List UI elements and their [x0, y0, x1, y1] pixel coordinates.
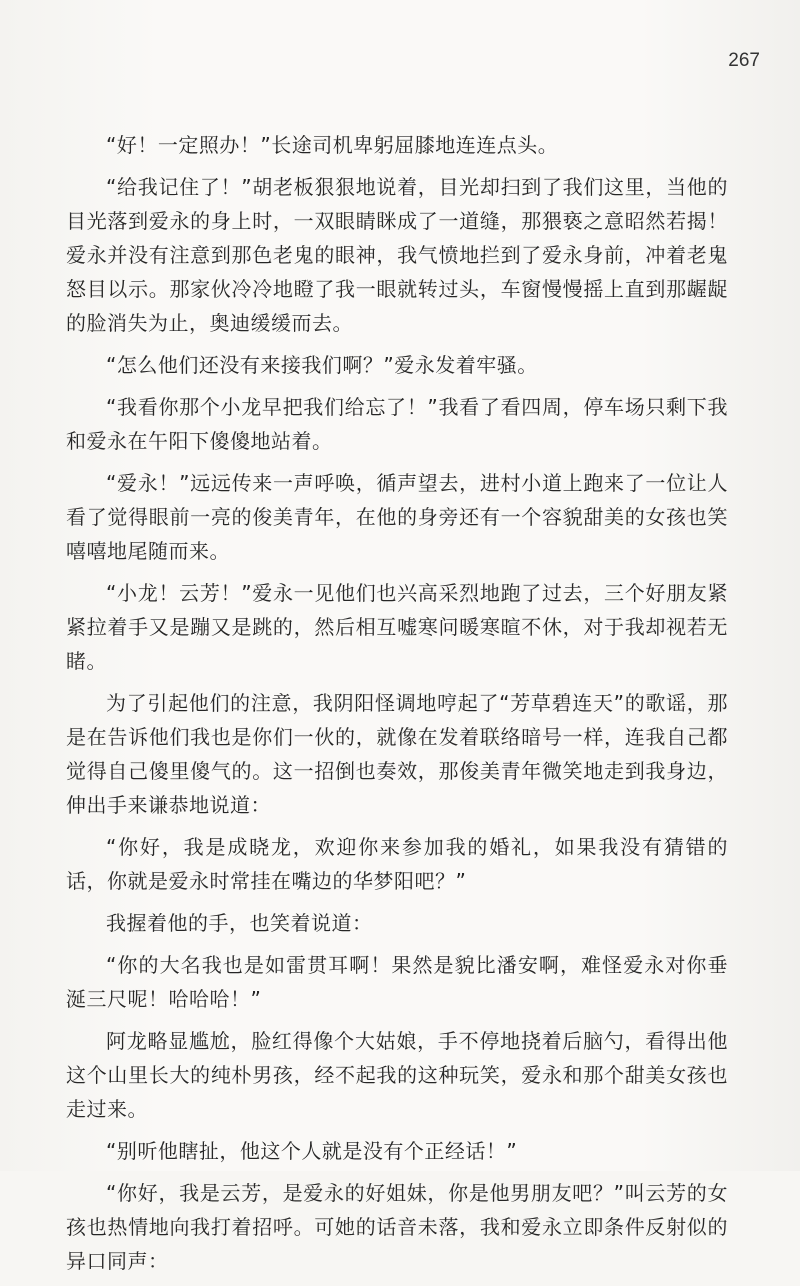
paragraph: “给我记住了！”胡老板狠狠地说着，目光却扫到了我们这里，当他的目光落到爱永的身上时，一双眼睛眯成了一道缝，那猥亵之意昭然若揭！爱永并没有注意到那色老鬼的眼神，我气愤地拦到了爱永身前，冲着老鬼怒目以示。那家伙冷冷地瞪了我一眼就转过头，车窗慢慢摇上直到那龌龊的脸消失为止，奥迪缓缓而去。 [66, 175, 728, 335]
paragraph: “小龙！云芳！”爱永一见他们也兴高采烈地跑了过去，三个好朋友紧紧拉着手又是蹦又是跳的，然后相互嘘寒问暖寒暄不休，对于我却视若无睹。 [66, 581, 728, 673]
body-text [66, 128, 728, 1286]
page-number: 267 [728, 50, 760, 71]
paragraph: “别听他瞎扯，他这个人就是没有个正经话！” [106, 1139, 518, 1163]
paragraph: “好！一定照办！”长途司机卑躬屈膝地连连点头。 [106, 133, 559, 157]
paragraph: “我看你那个小龙早把我们给忘了！”我看了看四周，停车场只剩下我和爱永在午阳下傻傻地站着。 [66, 395, 728, 453]
paragraph: “你好，我是成晓龙，欢迎你来参加我的婚礼，如果我没有猜错的话，你就是爱永时常挂在嘴边的华梦阳吧？” [66, 835, 728, 893]
paragraph: “爱永！”远远传来一声呼唤，循声望去，进村小道上跑来了一位让人看了觉得眼前一亮的俊美青年，在他的身旁还有一个容貌甜美的女孩也笑嘻嘻地尾随而来。 [66, 471, 728, 563]
paragraph: 阿龙略显尴尬，脸红得像个大姑娘，手不停地挠着后脑勺，看得出他这个山里长大的纯朴男孩，经不起我的这种玩笑，爱永和那个甜美女孩也走过来。 [66, 1029, 728, 1121]
paragraph: “你好，我是云芳，是爱永的好姐妹，你是他男朋友吧？”叫云芳的女孩也热情地向我打着招呼。可她的话音未落，我和爱永立即条件反射似的异口同声： [66, 1181, 728, 1273]
paragraph: “你的大名我也是如雷贯耳啊！果然是貌比潘安啊，难怪爱永对你垂涎三尺呢！哈哈哈！” [66, 953, 728, 1011]
paragraph: 为了引起他们的注意，我阴阳怪调地哼起了“芳草碧连天”的歌谣，那是在告诉他们我也是你们一伙的，就像在发着联络暗号一样，连我自己都觉得自己傻里傻气的。这一招倒也奏效，那俊美青年微笑地走到我身边，伸出手来谦恭地说道： [66, 691, 728, 817]
paragraph: 我握着他的手，也笑着说道： [106, 911, 373, 935]
paragraph: “怎么他们还没有来接我们啊？”爱永发着牢骚。 [106, 353, 538, 377]
